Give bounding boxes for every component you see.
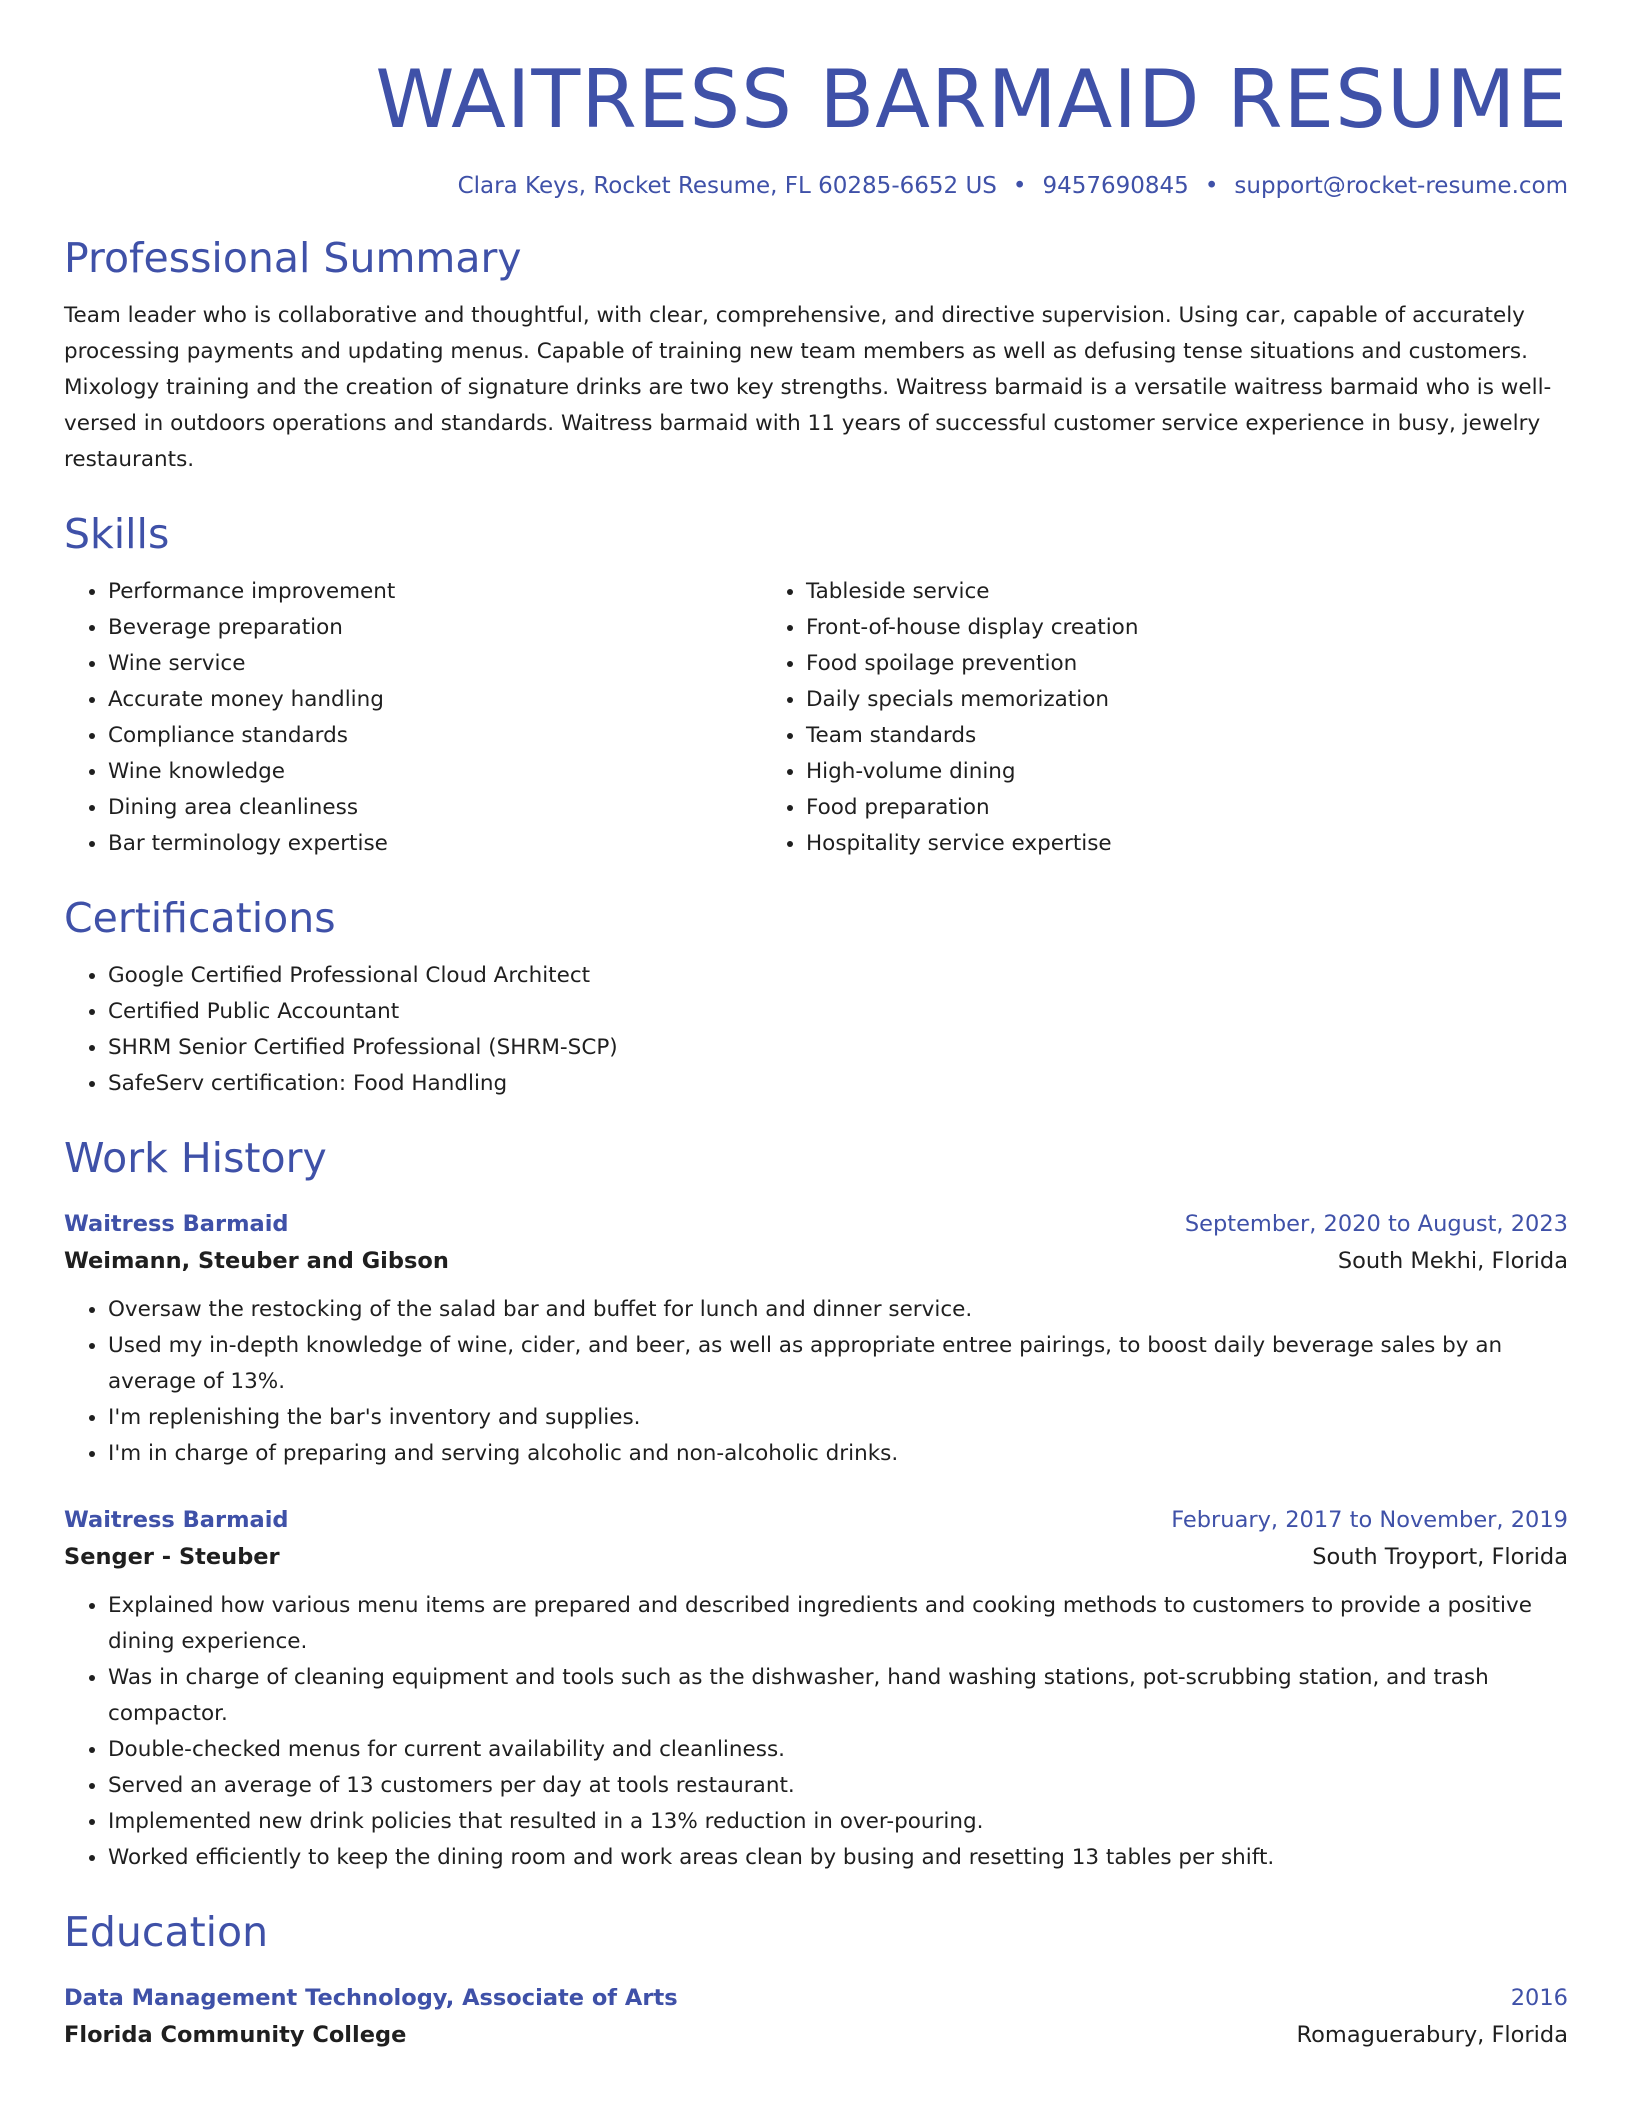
skill-item: • Daily specials memorization [806,682,1568,718]
job-bullet: • I'm in charge of preparing and serving alcoholic and non-alcoholic drinks. [108,1436,1568,1472]
skill-item: • Compliance standards [108,718,762,754]
summary-heading: Professional Summary [64,234,522,282]
job-dates: September, 2020 to August, 2023 [1184,1211,1568,1237]
skills-list-right [762,574,1568,862]
contact-separator: • [1012,173,1027,199]
job-entry [64,1502,1568,1876]
contact-email: support@rocket-resume.com [1234,173,1568,199]
work-history-heading: Work History [64,1134,327,1182]
education-degree: Data Management Technology, Associate of Arts [64,1985,678,2011]
job-location: South Mekhi, Florida [1337,1248,1568,1274]
skill-item: • Front-of-house display creation [806,610,1568,646]
summary-section [64,232,1568,478]
job-bullet: • Served an average of 13 customers per day at tools restaurant. [108,1768,1568,1804]
job-location: South Troyport, Florida [1312,1544,1568,1570]
job-title-row [64,1502,1568,1538]
education-entry [64,1980,1568,2054]
contact-address: Clara Keys, Rocket Resume, FL 60285-6652 US [457,173,997,199]
job-title: Waitress Barmaid [64,1507,289,1533]
education-degree-row [64,1980,1568,2016]
certifications-list [64,958,1568,1102]
skill-item: • Performance improvement [108,574,762,610]
skills-heading: Skills [64,510,170,558]
skill-item: • Beverage preparation [108,610,762,646]
job-bullets [64,1588,1568,1876]
skill-item: • Bar terminology expertise [108,826,762,862]
education-school: Florida Community College [64,2022,407,2048]
job-company-row [64,1538,1568,1576]
job-company-row [64,1242,1568,1280]
skill-item: • Dining area cleanliness [108,790,762,826]
job-title-row [64,1206,1568,1242]
education-section [64,1906,1568,2054]
skill-item: • Wine knowledge [108,754,762,790]
job-bullet: • Used my in-depth knowledge of wine, cider, and beer, as well as appropriate entree pairings, to boost daily beverage sales by an average of 13%. [108,1328,1568,1400]
job-bullet: • Was in charge of cleaning equipment and tools such as the dishwasher, hand washing stations, pot-scrubbing station, and trash compactor. [108,1660,1568,1732]
job-bullet: • Implemented new drink policies that resulted in a 13% reduction in over-pouring. [108,1804,1568,1840]
job-dates: February, 2017 to November, 2019 [1171,1507,1568,1533]
certifications-heading: Certifications [64,894,336,942]
job-bullet: • I'm replenishing the bar's inventory and supplies. [108,1400,1568,1436]
job-company: Senger - Steuber [64,1544,280,1570]
skill-item: • Team standards [806,718,1568,754]
job-entry [64,1206,1568,1472]
job-company: Weimann, Steuber and Gibson [64,1248,449,1274]
resume-header [64,52,1568,202]
education-school-row [64,2016,1568,2054]
job-bullet: • Explained how various menu items are prepared and described ingredients and cooking methods to customers to provide a positive dining experience. [108,1588,1568,1660]
skills-list-left [64,574,762,862]
job-title: Waitress Barmaid [64,1211,289,1237]
job-bullet: • Double-checked menus for current availability and cleanliness. [108,1732,1568,1768]
education-heading: Education [64,1908,269,1956]
job-bullet: • Worked efficiently to keep the dining room and work areas clean by busing and resetting 13 tables per shift. [108,1840,1568,1876]
skill-item: • Tableside service [806,574,1568,610]
contact-line [64,170,1568,202]
certification-item: • SafeServ certification: Food Handling [108,1066,1568,1102]
contact-phone: 9457690845 [1042,173,1189,199]
certification-item: • Google Certified Professional Cloud Architect [108,958,1568,994]
skill-item: • Wine service [108,646,762,682]
skill-item: • High-volume dining [806,754,1568,790]
certification-item: • SHRM Senior Certified Professional (SHRM-SCP) [108,1030,1568,1066]
education-location: Romaguerabury, Florida [1296,2022,1568,2048]
work-history-section [64,1132,1568,1876]
contact-separator: • [1204,173,1219,199]
skill-item: • Accurate money handling [108,682,762,718]
certifications-section [64,892,1568,1102]
job-bullets [64,1292,1568,1472]
skills-section [64,508,1568,862]
certification-item: • Certified Public Accountant [108,994,1568,1030]
job-bullet: • Oversaw the restocking of the salad bar and buffet for lunch and dinner service. [108,1292,1568,1328]
skill-item: • Hospitality service expertise [806,826,1568,862]
resume-title: WAITRESS BARMAID RESUME [375,53,1568,146]
summary-text: Team leader who is collaborative and thoughtful, with clear, comprehensive, and directive supervision. Using car, capable of accurately processing payments and updating menus. Capable of training new team members as well as defusing tense situations and customers. Mixology training and the creation of signature drinks are two key strengths. Waitress barmaid is a versatile waitress barmaid who is well-versed in outdoors operations and standards. Waitress barmaid with 11 years of successful customer service experience in busy, jewelry restaurants. [64,303,1552,472]
education-year: 2016 [1510,1985,1568,2011]
skill-item: • Food spoilage prevention [806,646,1568,682]
skills-grid [64,574,1568,862]
skill-item: • Food preparation [806,790,1568,826]
